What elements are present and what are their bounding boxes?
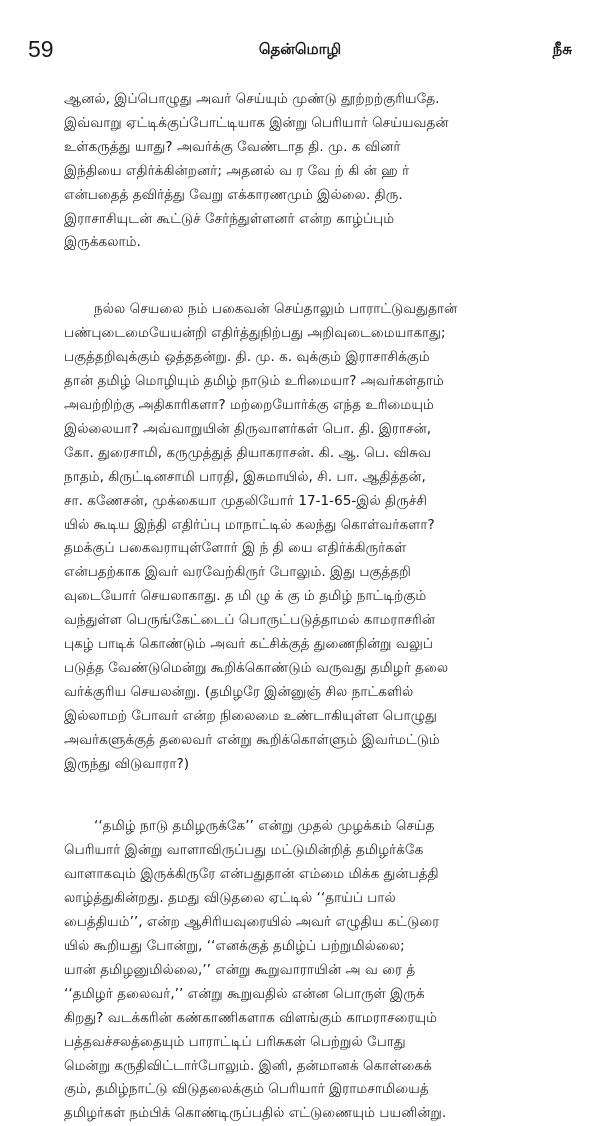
paragraph-gap <box>64 776 574 815</box>
page-header <box>28 36 572 76</box>
paragraph-2 <box>64 298 574 776</box>
text-line: யான் தமிழனுமில்லை,’’ என்று கூறுவாராயின் அ வ ரை த் <box>64 961 416 978</box>
text-line: படுத்த வேண்டுமென்று கூறிக்கொண்டும் வருவது தமிழர் தலை <box>64 659 449 676</box>
page-body <box>64 88 574 1126</box>
text-line: வந்துள்ள பெருங்கேட்டைப் பொருட்படுத்தாமல் காமராசரின் <box>64 612 436 629</box>
text-line: இருக்கலாம். <box>64 234 141 251</box>
text-line: என்பதைத் தவிர்த்து வேறு எக்காரணமும் இல்லை. திரு. <box>64 186 403 203</box>
text-line: பத்தவச்சலத்தையும் பாராட்டிப் பரிசுகள் பெற்றுல் போது <box>64 1033 406 1050</box>
text-line: இராசாசியுடன் கூட்டுச் சேர்ந்துள்ளனர் என்ற காழ்ப்பும் <box>64 210 395 227</box>
text-line: லாழ்த்துகின்றது. தமது விடுதலை ஏட்டில் ‘‘தாய்ப் பால் <box>64 890 396 907</box>
running-title: தென்மொழி <box>258 40 342 58</box>
text-line: பகுத்தறிவுக்கும் ஒத்ததன்று. தி. மு. க. வுக்கும் இராசாசிக்கும் <box>64 349 430 366</box>
text-line: மென்று கருதிவிட்டார்போலும். இனி, தன்மானக் கொள்கைக் <box>64 1057 432 1074</box>
text-line: வுடையோர் செயலாகாது. த மி ழு க் கு ம் தமிழ் நாட்டிற்கும் <box>64 588 427 605</box>
text-line: ‘‘தமிழ் நாடு தமிழருக்கே’’ என்று முதல் முழக்கம் செய்த <box>94 818 435 835</box>
text-line: இல்லாமற் போவர் என்ற நிலைமை உண்டாகியுள்ள பொழுது <box>64 707 437 724</box>
text-line: உள்கருத்து யாது? அவர்க்கு வேண்டாத தி. மு. க வினர் <box>64 138 401 155</box>
text-line: இருந்து விடுவாரா?) <box>64 755 190 772</box>
text-line: பைத்தியம்’’, என்ற ஆசிரியவுரையில் அவர் எழுதிய கட்டுரை <box>64 914 440 931</box>
paragraph-gap <box>64 255 574 298</box>
text-line: ‘‘தமிழர் தலைவர்,’’ என்று கூறுவதில் என்ன பொருள் இருக் <box>64 985 425 1002</box>
text-line: சா. கணேசன், முக்கையா முதலியோர் 17-1-65-இல் திருச்சி <box>64 492 428 509</box>
text-line: பண்புடைமையேயன்றி எதிர்த்துநிற்பது அறிவுடைமையாகாது; <box>64 325 446 342</box>
text-line: கோ. துரைசாமி, கருமுத்துத் தியாகராசன். கி. ஆ. பெ. விசுவ <box>64 444 431 461</box>
text-line: கிறது? வடக்கரின் கண்காணிகளாக விளங்கும் காமராசரையும் <box>64 1009 438 1026</box>
text-line: யில் கூறியது போன்று, ‘‘எனக்குத் தமிழ்ப் பற்றுமில்லை; <box>64 938 405 954</box>
header-mark: நீசு <box>552 40 572 58</box>
paragraph-1 <box>64 88 574 255</box>
text-line: கும், தமிழ்நாட்டு விடுதலைக்கும் பெரியார் இராமசாமியைத் <box>64 1081 429 1098</box>
text-line: நல்ல செயலை நம் பகைவன் செய்தாலும் பாராட்டுவதுதான் <box>94 301 458 318</box>
text-line: யில் கூடிய இந்தி எதிர்ப்பு மாநாட்டில் கலந்து கொள்வர்களா? <box>64 516 435 533</box>
paragraph-3 <box>64 815 574 1126</box>
text-line: இல்லையா? அவ்வாறுயின் திருவாளர்கள் பொ. தி. இராசன், <box>64 420 432 437</box>
text-line: தமிழர்கள் நம்பிக் கொண்டிருப்பதில் எட்டுணையும் பயனின்று. <box>64 1105 447 1122</box>
text-line: அவற்றிற்கு அதிகாரிகளா? மற்றையோர்க்கு எந்த உரிமையும் <box>64 396 434 413</box>
text-line: வாளாகவும் இருக்கிருரே என்பதுதான் எம்மை மிக்க துன்பத்தி <box>64 866 439 883</box>
text-line: புகழ் பாடிக் கொண்டும் அவர் கட்சிக்குத் துணைநின்று வலுப் <box>64 636 433 653</box>
text-line: ஆனல், இப்பொழுது அவர் செய்யும் முண்டு தூற்றற்குரியதே. <box>64 91 440 107</box>
text-line: நாதம், கிருட்டினசாமி பாரதி, இசுமாயில், சி. பா. ஆதித்தன், <box>64 468 426 485</box>
text-line: அவர்களுக்குத் தலைவர் என்று கூறிக்கொள்ளும் இவர்மட்டும் <box>64 731 440 748</box>
text-line: இந்தியை எதிர்க்கின்றனர்; அதனல் வ ர வே ற் கி ன் ஹ ர் <box>64 162 410 179</box>
text-line: வர்க்குரிய செயலன்று. (தமிழரே இன்னுஞ் சில நாட்களில் <box>64 683 414 700</box>
text-line: பெரியார் இன்று வாளாவிருப்பது மட்டுமின்றித் தமிழர்க்கே <box>64 842 424 859</box>
page-number: 59 <box>28 36 54 62</box>
text-line: தான் தமிழ் மொழியும் தமிழ் நாடும் உரிமையா? அவர்கள்தாம் <box>64 373 444 390</box>
text-line: தமக்குப் பகைவராயுள்ளோர் இ ந் தி யை எதிர்க்கிருர்கள் <box>64 540 407 557</box>
text-line: இவ்வாறு ஏட்டிக்குப்போட்டியாக இன்று பெரியார் செய்யவதன் <box>64 114 449 131</box>
text-line: என்பதற்காக இவர் வரவேற்கிருர் போலும். இது பகுத்தறி <box>64 564 411 581</box>
